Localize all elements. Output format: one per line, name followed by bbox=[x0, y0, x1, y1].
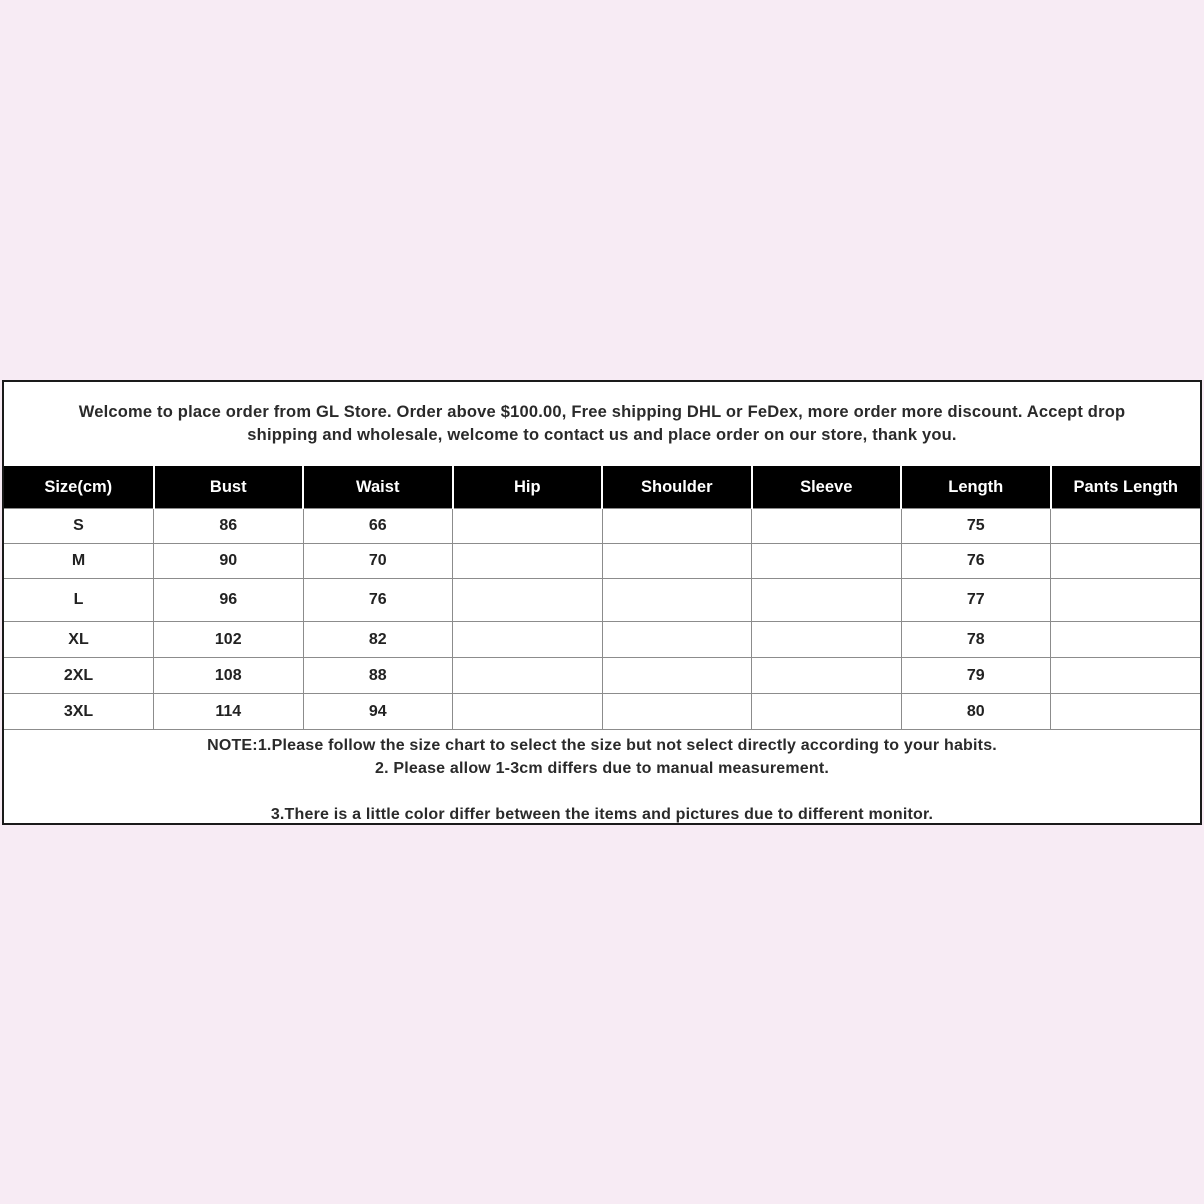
table-cell bbox=[453, 509, 603, 544]
table-cell bbox=[453, 694, 603, 730]
table-cell bbox=[1051, 544, 1201, 579]
table-cell bbox=[1051, 658, 1201, 694]
header-bust: Bust bbox=[154, 466, 304, 509]
table-cell bbox=[602, 579, 752, 622]
table-cell: 3XL bbox=[4, 694, 154, 730]
table-cell: M bbox=[4, 544, 154, 579]
table-row bbox=[4, 544, 1200, 579]
table-row bbox=[4, 658, 1200, 694]
table-cell: 114 bbox=[154, 694, 304, 730]
table-header-row bbox=[4, 466, 1200, 509]
table-cell bbox=[752, 694, 902, 730]
table-cell bbox=[752, 658, 902, 694]
table-cell: 76 bbox=[303, 579, 453, 622]
table-cell bbox=[602, 694, 752, 730]
table-cell: 80 bbox=[901, 694, 1051, 730]
header-hip: Hip bbox=[453, 466, 603, 509]
welcome-line-2: shipping and wholesale, welcome to contact us and place order on our store, thank you. bbox=[247, 426, 957, 444]
table-cell: XL bbox=[4, 622, 154, 658]
table-row bbox=[4, 694, 1200, 730]
table-cell bbox=[752, 544, 902, 579]
table-cell bbox=[752, 622, 902, 658]
table-cell bbox=[1051, 509, 1201, 544]
welcome-message bbox=[4, 382, 1200, 466]
table-cell: S bbox=[4, 509, 154, 544]
table-cell bbox=[453, 544, 603, 579]
table-cell bbox=[453, 622, 603, 658]
table-cell: 78 bbox=[901, 622, 1051, 658]
header-sleeve: Sleeve bbox=[752, 466, 902, 509]
table-cell: 88 bbox=[303, 658, 453, 694]
table-cell bbox=[602, 622, 752, 658]
header-pants-length: Pants Length bbox=[1051, 466, 1201, 509]
header-size: Size(cm) bbox=[4, 466, 154, 509]
table-cell bbox=[453, 579, 603, 622]
note-line-2: 2. Please allow 1-3cm differs due to manual measurement. bbox=[374, 760, 830, 777]
table-cell: 79 bbox=[901, 658, 1051, 694]
table-cell: 75 bbox=[901, 509, 1051, 544]
table-row bbox=[4, 622, 1200, 658]
table-cell: 66 bbox=[303, 509, 453, 544]
size-table bbox=[4, 466, 1200, 730]
table-cell: 77 bbox=[901, 579, 1051, 622]
table-cell: 90 bbox=[154, 544, 304, 579]
table-cell bbox=[453, 658, 603, 694]
table-cell bbox=[1051, 622, 1201, 658]
table-cell bbox=[602, 544, 752, 579]
note-line-1: NOTE:1.Please follow the size chart to select the size but not select directly according to your habits. bbox=[207, 737, 997, 754]
note-line-3: 3.There is a little color differ between the items and pictures due to different monitor. bbox=[270, 806, 934, 823]
table-cell bbox=[1051, 579, 1201, 622]
header-length: Length bbox=[901, 466, 1051, 509]
table-cell bbox=[752, 509, 902, 544]
header-waist: Waist bbox=[303, 466, 453, 509]
header-shoulder: Shoulder bbox=[602, 466, 752, 509]
table-cell: 108 bbox=[154, 658, 304, 694]
table-row bbox=[4, 509, 1200, 544]
notes bbox=[4, 730, 1200, 826]
table-cell: 102 bbox=[154, 622, 304, 658]
table-cell bbox=[602, 509, 752, 544]
table-body bbox=[4, 509, 1200, 730]
welcome-line-1: Welcome to place order from GL Store. Order above $100.00, Free shipping DHL or FeDex, more order more discount. Accept drop bbox=[78, 403, 1126, 421]
table-cell: 76 bbox=[901, 544, 1051, 579]
table-cell: 96 bbox=[154, 579, 304, 622]
table-cell bbox=[602, 658, 752, 694]
table-cell: L bbox=[4, 579, 154, 622]
table-cell: 70 bbox=[303, 544, 453, 579]
table-cell bbox=[1051, 694, 1201, 730]
table-cell bbox=[752, 579, 902, 622]
table-row bbox=[4, 579, 1200, 622]
size-chart bbox=[2, 380, 1202, 825]
table-cell: 82 bbox=[303, 622, 453, 658]
table-cell: 86 bbox=[154, 509, 304, 544]
table-cell: 2XL bbox=[4, 658, 154, 694]
note-spacer bbox=[4, 780, 1200, 803]
table-cell: 94 bbox=[303, 694, 453, 730]
